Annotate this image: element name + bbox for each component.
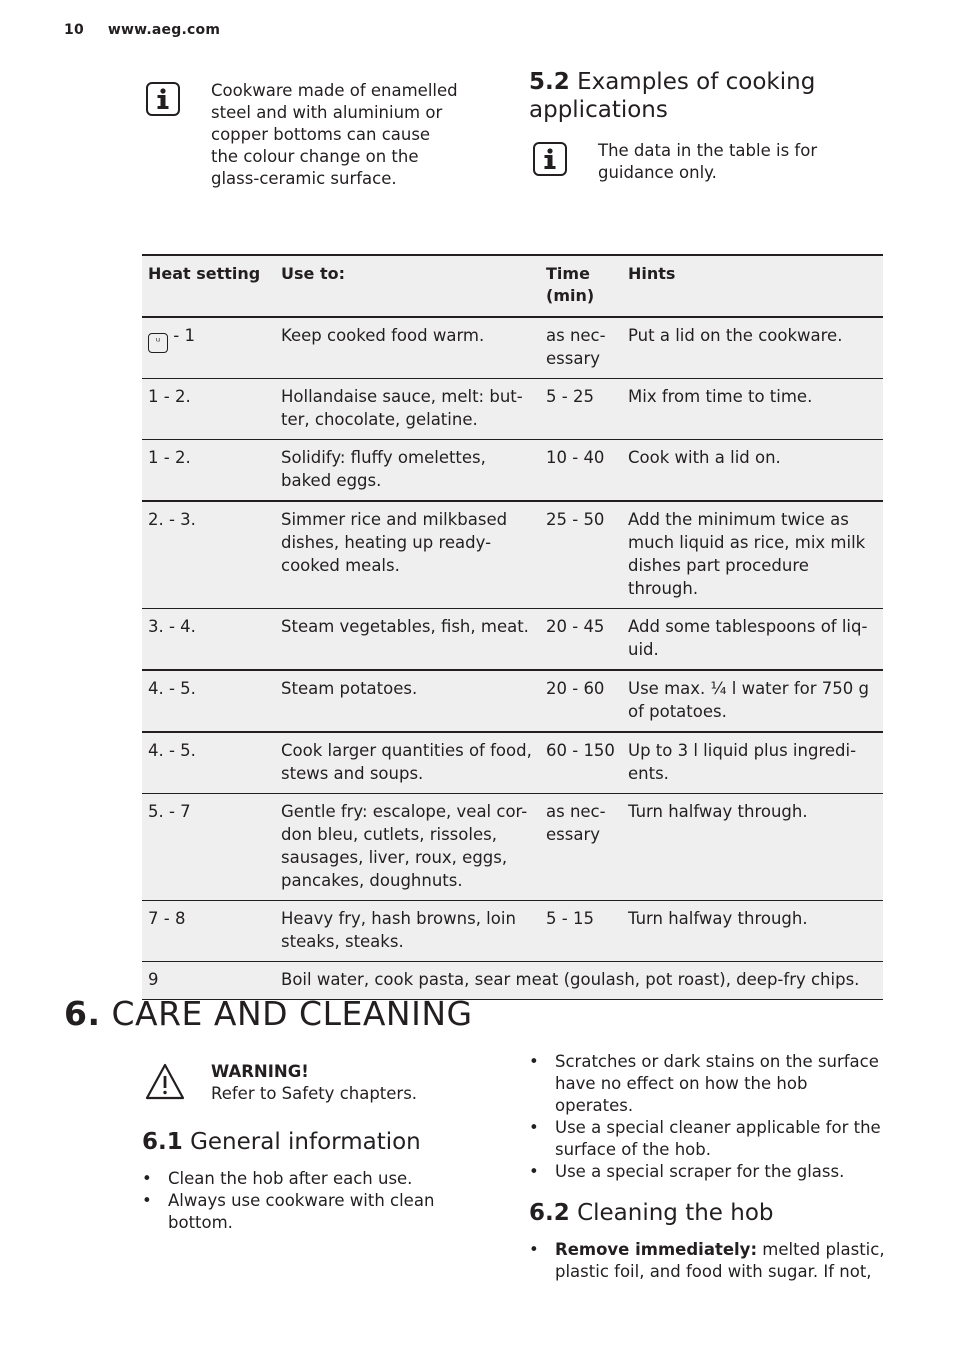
hints-cell: Turn halfway through. (622, 901, 883, 962)
section-number: 5.2 (529, 69, 570, 95)
hints-cell: Use max. ¼ l water for 750 g of potatoes. (622, 670, 883, 732)
list-item (529, 1239, 889, 1283)
list-item: • Always use cookware with clean bottom. (142, 1190, 462, 1234)
hints-cell: Mix from time to time. (622, 379, 883, 440)
section-title: Examples of cooking applications (529, 69, 816, 123)
use-cell: Simmer rice and milkbased dishes, heating up ready-cooked meals. (275, 501, 540, 609)
time-cell: 10 - 40 (540, 440, 622, 502)
column-header: Heat setting (142, 255, 275, 317)
table-row (142, 794, 883, 901)
page-header (64, 22, 220, 38)
hints-cell: Add some tablespoons of liq-uid. (622, 609, 883, 671)
table-row (142, 609, 883, 671)
hints-cell: Put a lid on the cookware. (622, 317, 883, 379)
section-number: 6.1 (142, 1129, 183, 1155)
time-cell: 20 - 60 (540, 670, 622, 732)
heat-cell: 3. - 4. (142, 609, 275, 671)
table-row (142, 732, 883, 794)
general-info-list (142, 1168, 462, 1234)
table-header-row (142, 255, 883, 317)
table-row (142, 670, 883, 732)
time-cell: 25 - 50 (540, 501, 622, 609)
time-cell: as nec-essary (540, 794, 622, 901)
list-item: • Use a special cleaner applicable for the surface of the hob. (529, 1117, 889, 1161)
use-cell: Steam potatoes. (275, 670, 540, 732)
section-6-2-heading (529, 1199, 774, 1227)
section-number: 6.2 (529, 1200, 570, 1226)
time-cell: 5 - 25 (540, 379, 622, 440)
cleaning-notes-list (529, 1051, 889, 1183)
heat-value: - 1 (173, 326, 195, 345)
list-item: • Use a special scraper for the glass. (529, 1161, 889, 1183)
hints-cell: Add the minimum twice as much liquid as rice, mix milk dishes part procedure through. (622, 501, 883, 609)
chapter-title: CARE AND CLEANING (111, 994, 473, 1033)
heat-cell: 4. - 5. (142, 732, 275, 794)
chapter-number: 6. (64, 994, 101, 1033)
bullet-text: melted plastic, plastic foil, and food with sugar. If not, (555, 1240, 885, 1281)
hints-cell: Cook with a lid on. (622, 440, 883, 502)
heat-cell: 1 - 2. (142, 440, 275, 502)
warning-text: Refer to Safety chapters. (211, 1084, 418, 1103)
use-cell: Gentle fry: escalope, veal cor-don bleu, cutlets, rissoles, sausages, liver, roux, eggs, pancakes, doughnuts. (275, 794, 540, 901)
info-note-cookware: Cookware made of enamelled steel and with aluminium or copper bottoms can cause the colour change on the glass-ceramic surface. (211, 81, 458, 188)
cleaning-hob-list (529, 1239, 889, 1283)
use-cell: Steam vegetables, fish, meat. (275, 609, 540, 671)
use-cell: Keep cooked food warm. (275, 317, 540, 379)
heat-cell: 1 - 2. (142, 379, 275, 440)
list-item: • Scratches or dark stains on the surface have no effect on how the hob operates. (529, 1051, 889, 1117)
hints-cell: Turn halfway through. (622, 794, 883, 901)
time-cell: 20 - 45 (540, 609, 622, 671)
column-header: Use to: (275, 255, 540, 317)
table-row (142, 317, 883, 379)
heat-cell: 9 (142, 962, 275, 1000)
heat-cell: 7 - 8 (142, 901, 275, 962)
keep-warm-icon: ᵘ (148, 333, 168, 353)
info-icon (533, 142, 567, 176)
heat-cell (142, 317, 275, 379)
info-note-table: The data in the table is for guidance only. (598, 141, 818, 182)
use-cell: Boil water, cook pasta, sear meat (goulash, pot roast), deep-fry chips. (275, 962, 883, 1000)
section-5-2-heading (529, 68, 859, 124)
use-cell: Cook larger quantities of food, stews and soups. (275, 732, 540, 794)
table-row (142, 379, 883, 440)
chapter-6-heading (64, 994, 473, 1034)
section-6-1-heading (142, 1128, 421, 1156)
table-row (142, 901, 883, 962)
heat-cell: 2. - 3. (142, 501, 275, 609)
website: www.aeg.com (107, 22, 221, 38)
section-title: Cleaning the hob (577, 1200, 774, 1226)
time-cell: 60 - 150 (540, 732, 622, 794)
warning-icon (145, 1063, 185, 1101)
bold-lead: Remove immediately: (555, 1240, 758, 1259)
section-title: General information (190, 1129, 421, 1155)
hints-cell: Up to 3 l liquid plus ingredi-ents. (622, 732, 883, 794)
use-cell: Solidify: fluffy omelettes, baked eggs. (275, 440, 540, 502)
column-header: Time (min) (540, 255, 622, 317)
info-icon (146, 82, 180, 116)
cooking-applications-table (142, 254, 883, 1000)
use-cell: Heavy fry, hash browns, loin steaks, steaks. (275, 901, 540, 962)
heat-cell: 5. - 7 (142, 794, 275, 901)
warning-block (211, 1061, 471, 1105)
heat-cell: 4. - 5. (142, 670, 275, 732)
page-number: 10 (64, 22, 84, 38)
column-header: Hints (622, 255, 883, 317)
time-cell: 5 - 15 (540, 901, 622, 962)
warning-title: WARNING! (211, 1062, 309, 1081)
use-cell: Hollandaise sauce, melt: but-ter, chocolate, gelatine. (275, 379, 540, 440)
time-cell: as nec-essary (540, 317, 622, 379)
table-row (142, 501, 883, 609)
list-item: • Clean the hob after each use. (142, 1168, 462, 1190)
table-row (142, 440, 883, 502)
